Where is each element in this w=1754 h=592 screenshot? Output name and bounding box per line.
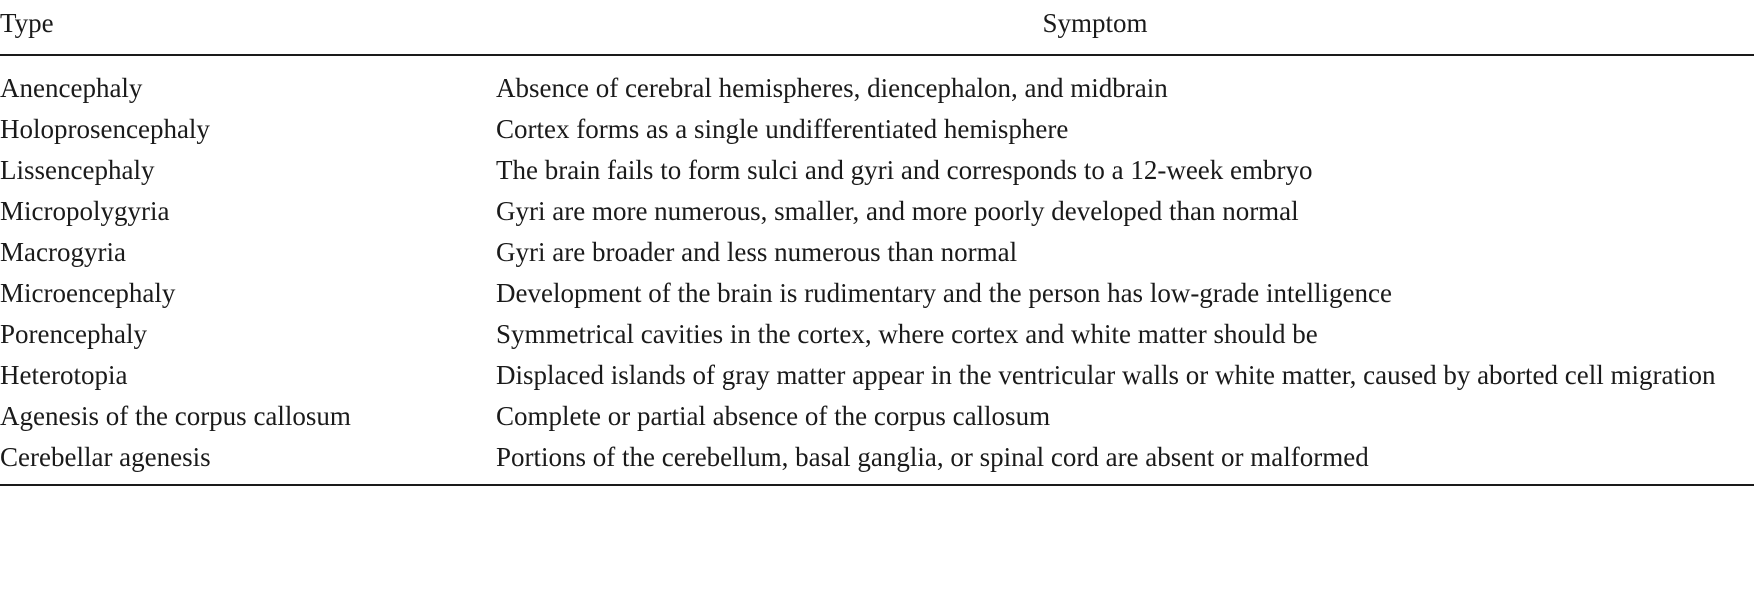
symptom-cell: Gyri are more numerous, smaller, and more poorly developed than normal — [496, 196, 1299, 226]
symptom-cell: Absence of cerebral hemispheres, diencephalon, and midbrain — [496, 73, 1168, 103]
type-cell: Porencephaly — [0, 319, 147, 349]
type-cell: Heterotopia — [0, 360, 128, 390]
symptom-cell: Cortex forms as a single undifferentiated hemisphere — [496, 114, 1069, 144]
type-cell: Holoprosencephaly — [0, 114, 210, 144]
type-cell: Cerebellar agenesis — [0, 434, 496, 485]
table-row — [0, 229, 1754, 270]
type-cell: Micropolygyria — [0, 196, 170, 226]
table-row — [0, 188, 1754, 229]
symptom-cell: Portions of the cerebellum, basal ganglia, or spinal cord are absent or malformed — [496, 434, 1754, 485]
table-row — [0, 270, 1754, 311]
table-row — [0, 393, 1754, 434]
header-symptom: Symptom — [496, 0, 1754, 55]
symptom-cell: Complete or partial absence of the corpus callosum — [496, 401, 1051, 431]
symptom-cell: Development of the brain is rudimentary and the person has low-grade intelligence — [496, 278, 1392, 308]
symptom-cell: Symmetrical cavities in the cortex, where cortex and white matter should be — [496, 319, 1318, 349]
type-cell: Agenesis of the corpus callosum — [0, 401, 351, 431]
type-cell: Lissencephaly — [0, 155, 155, 185]
table-row — [0, 147, 1754, 188]
symptom-cell: Displaced islands of gray matter appear in the ventricular walls or white matter, caused by aborted cell migration — [496, 360, 1716, 390]
header-type: Type — [0, 0, 496, 55]
table-row — [0, 106, 1754, 147]
table-row — [0, 352, 1754, 393]
table-row — [0, 311, 1754, 352]
table-header-row — [0, 0, 1754, 55]
symptom-cell: The brain fails to form sulci and gyri and corresponds to a 12-week embryo — [496, 155, 1313, 185]
table-row — [0, 434, 1754, 485]
type-cell: Microencephaly — [0, 278, 176, 308]
table-row — [0, 55, 1754, 106]
type-cell: Macrogyria — [0, 237, 126, 267]
type-cell: Anencephaly — [0, 73, 143, 103]
symptom-cell: Gyri are broader and less numerous than normal — [496, 237, 1018, 267]
